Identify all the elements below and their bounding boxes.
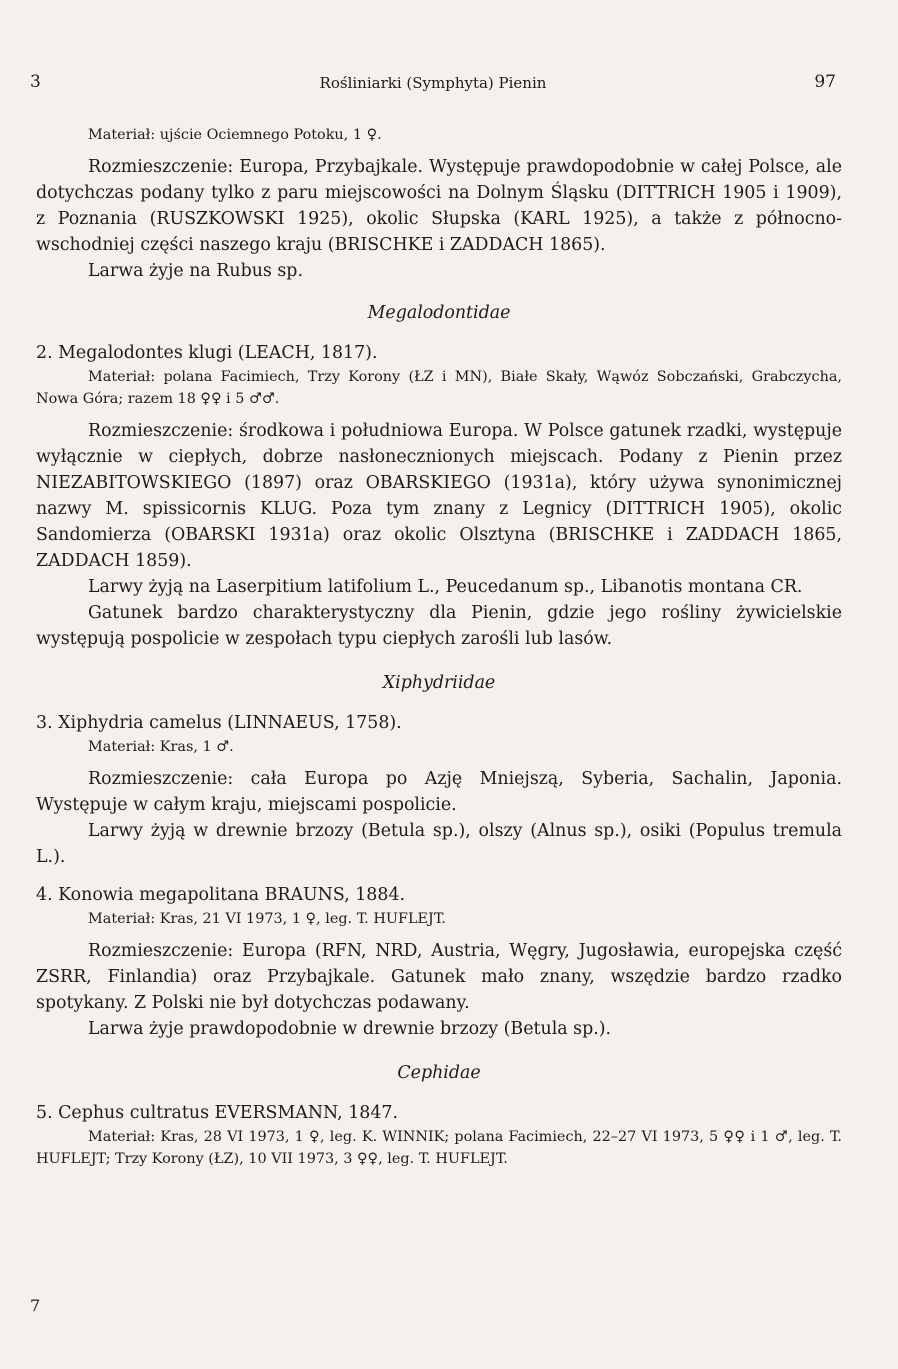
running-title: Rośliniarki (Symphyta) Pienin [319, 74, 547, 92]
distribution-paragraph: Rozmieszczenie: Europa (RFN, NRD, Austria, Węgry, Jugosławia, europejska część ZSRR, Finlandia) oraz Przybajkale. Gatunek mało znany, wszędzie bardzo rzadko spotykany. Z Polski nie był dotychczas podawany. [36, 941, 842, 1013]
distribution-paragraph: Rozmieszczenie: cała Europa po Azję Mniejszą, Syberia, Sachalin, Japonia. Występuje w całym kraju, miejscami pospolicie. [36, 769, 842, 815]
running-header [30, 72, 836, 96]
distribution-paragraph: Rozmieszczenie: Europa, Przybajkale. Występuje prawdopodobnie w całej Polsce, ale dotychczas podany tylko z paru miejscowości na Dolnym Śląsku (DITTRICH 1905 i 1909), z Poznania (RUSZKOWSKI 1925), okolic Słupska (KARL 1925), a także z północno-wschodniej części naszego kraju (BRISCHKE i ZADDACH 1865). [36, 157, 842, 255]
larva-paragraph: Larwa żyje na Rubus sp. [88, 261, 303, 281]
material-paragraph: Materiał: Kras, 21 VI 1973, 1 ♀, leg. T. HUFLEJT. [88, 911, 446, 927]
larva-paragraph: Larwy żyją w drewnie brzozy (Betula sp.), olszy (Alnus sp.), osiki (Populus tremula L.). [36, 821, 842, 867]
sheet-number: 7 [30, 1296, 41, 1315]
remark-paragraph: Gatunek bardzo charakterystyczny dla Pienin, gdzie jego rośliny żywicielskie występują pospolicie w zespołach typu ciepłych zarośli lub lasów. [36, 603, 842, 649]
page-number-right: 97 [814, 72, 836, 92]
larva-paragraph: Larwa żyje prawdopodobnie w drewnie brzozy (Betula sp.). [88, 1019, 612, 1039]
larva-paragraph: Larwy żyją na Laserpitium latifolium L., Peucedanum sp., Libanotis montana CR. [88, 577, 803, 597]
species-heading: 2. Megalodontes klugi (LEACH, 1817). [36, 343, 378, 363]
species-heading: 5. Cephus cultratus EVERSMANN, 1847. [36, 1103, 399, 1123]
page-number-left: 3 [30, 72, 41, 92]
family-heading: Cephidae [397, 1063, 481, 1083]
material-paragraph: Materiał: Kras, 28 VI 1973, 1 ♀, leg. K. WINNIK; polana Facimiech, 22–27 VI 1973, 5 ♀♀ i 1 ♂, leg. T. HUFLEJT; Trzy Korony (ŁZ), 10 VII 1973, 3 ♀♀, leg. T. HUFLEJT. [36, 1129, 842, 1167]
species-heading: 3. Xiphydria camelus (LINNAEUS, 1758). [36, 713, 402, 733]
species-heading: 4. Konowia megapolitana BRAUNS, 1884. [36, 885, 406, 905]
material-paragraph: Materiał: ujście Ociemnego Potoku, 1 ♀. [88, 127, 382, 143]
family-heading: Megalodontidae [367, 303, 511, 323]
material-paragraph: Materiał: Kras, 1 ♂. [88, 739, 234, 755]
distribution-paragraph: Rozmieszczenie: środkowa i południowa Europa. W Polsce gatunek rzadki, występuje wyłącznie w ciepłych, dobrze nasłonecznionych miejscach. Podany z Pienin przez NIEZABITOWSKIEGO (1897) oraz OBARSKIEGO (1931a), który używa synonimicznej nazwy M. spissicornis KLUG. Poza tym znany z Legnicy (DITTRICH 1905), okolic Sandomierza (OBARSKI 1931a) oraz okolic Olsztyna (BRISCHKE i ZADDACH 1865, ZADDACH 1859). [36, 421, 842, 571]
page-body [36, 122, 842, 1170]
family-heading: Xiphydriidae [382, 673, 496, 693]
material-paragraph: Materiał: polana Facimiech, Trzy Korony (ŁZ i MN), Białe Skały, Wąwóz Sobczański, Grabczycha, Nowa Góra; razem 18 ♀♀ i 5 ♂♂. [36, 369, 842, 407]
